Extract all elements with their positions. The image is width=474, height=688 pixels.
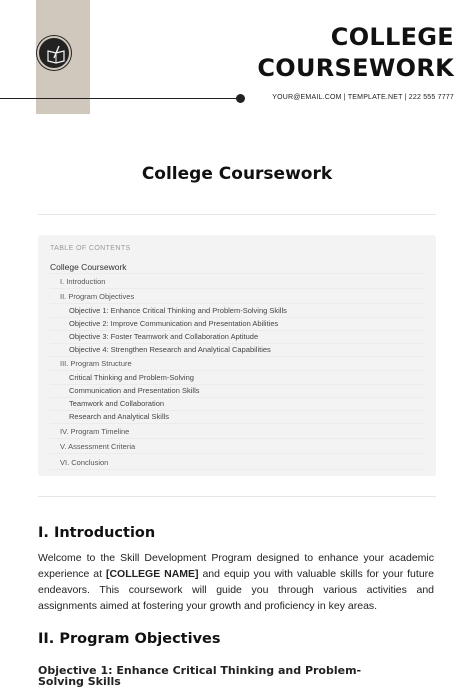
- toc-item[interactable]: Objective 1: Enhance Critical Thinking and Problem-Solving Skills: [50, 305, 424, 318]
- header-title-line1: COLLEGE: [330, 23, 454, 51]
- header-rule-dot: [236, 94, 245, 103]
- page-title: College Coursework: [141, 164, 333, 184]
- toc-item[interactable]: III. Program Structure: [50, 358, 424, 371]
- table-of-contents: [38, 235, 436, 476]
- header-contact: YOUR@EMAIL.COM | TEMPLATE.NET | 222 555 7777: [272, 94, 454, 101]
- header-rule: [0, 98, 240, 99]
- toc-item[interactable]: VI. Conclusion: [50, 457, 424, 470]
- header-title-line2: COURSEWORK: [257, 54, 454, 82]
- toc-item[interactable]: I. Introduction: [50, 276, 424, 289]
- header-title: [257, 22, 454, 84]
- toc-item[interactable]: II. Program Objectives: [50, 291, 424, 304]
- toc-item[interactable]: Objective 2: Improve Communication and Presentation Abilities: [50, 318, 424, 331]
- toc-item[interactable]: Teamwork and Collaboration: [50, 398, 424, 411]
- divider-top: [38, 214, 436, 215]
- divider-bottom: [38, 496, 436, 497]
- toc-item[interactable]: V. Assessment Criteria: [50, 441, 424, 454]
- section-heading-introduction: I. Introduction: [38, 525, 156, 541]
- toc-item[interactable]: Communication and Presentation Skills: [50, 385, 424, 398]
- intro-text-before: Welcome to the Skill Development Program designed to enhance your academic experience at: [38, 552, 434, 580]
- toc-item[interactable]: Objective 4: Strengthen Research and Analytical Capabilities: [50, 344, 424, 357]
- section-heading-objectives: II. Program Objectives: [38, 631, 221, 647]
- objectives-first-line: [38, 664, 398, 688]
- college-name-placeholder: [COLLEGE NAME]: [105, 568, 199, 580]
- intro-text-after: and equip you with valuable skills for your future endeavors. This coursework will guide you through various activities and assignments aimed at fostering your growth and proficiency in key areas.: [38, 568, 434, 612]
- toc-item[interactable]: Objective 3: Foster Teamwork and Collaboration Aptitude: [50, 331, 424, 344]
- introduction-paragraph: [38, 550, 434, 614]
- toc-item[interactable]: IV. Program Timeline: [50, 426, 424, 439]
- book-quill-icon: [37, 36, 71, 70]
- toc-item[interactable]: Critical Thinking and Problem-Solving: [50, 372, 424, 385]
- toc-item[interactable]: College Coursework: [50, 261, 424, 274]
- toc-heading: TABLE OF CONTENTS: [50, 245, 131, 252]
- toc-item[interactable]: Research and Analytical Skills: [50, 411, 424, 424]
- objectives-first-line-text: Objective 1: Enhance Critical Thinking and Problem-Solving Skills: [38, 664, 362, 688]
